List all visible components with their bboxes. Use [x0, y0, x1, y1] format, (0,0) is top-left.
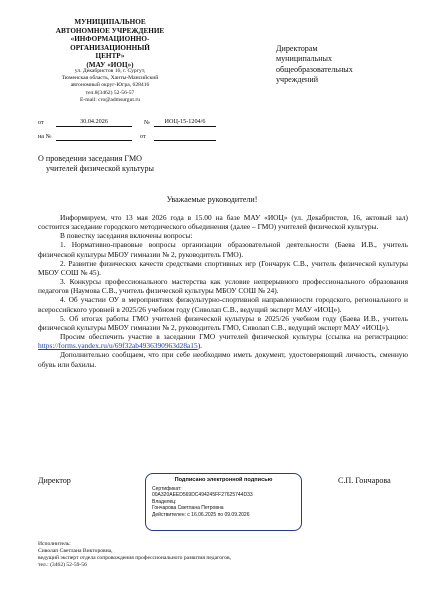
- subject: [38, 154, 238, 175]
- reference-date-label: от: [140, 133, 146, 140]
- org-line: ЦЕНТР»: [95, 52, 125, 61]
- signer-position: Директор: [38, 476, 71, 485]
- owner-name: Гончарова Светлана Петровна: [152, 505, 224, 512]
- agenda-item: 4. Об участии ОУ в мероприятиях физкультурно-спортивной направленности городского, регионального и всероссийского уровней в 2025/26 учебном году (Сиволап С.В., ведущий эксперт МАУ «ИОЦ»).: [38, 295, 408, 314]
- document-number: ИОЦ-15-1204/6: [154, 118, 216, 127]
- recipient: [276, 44, 406, 86]
- address-line: тел.8(3462) 52-56-57: [85, 89, 135, 96]
- agenda-item: 5. Об итогах работы ГМО учителей физической культуры в 2025/26 учебном году (Баева И.В., учитель физической культуры МБОУ гимназии № 2, руководитель ГМО, Сиволап С.В., ведущий эксперт МАУ «ИОЦ»).: [38, 313, 408, 332]
- additional-paragraph: Дополнительно сообщаем, что при себе необходимо иметь документ, удостоверяющий личность, сменную обувь или бахилы.: [38, 350, 408, 369]
- address-line: Тюменская область, Ханты-Мансийский: [61, 75, 159, 82]
- reference-label: на №: [38, 133, 52, 140]
- reference-number: [56, 132, 132, 141]
- registration-text: Просим обеспечить участие в заседании ГМО учителей физической культуры (ссылка на регистрацию:: [60, 332, 408, 342]
- org-name: [40, 18, 180, 70]
- document-date: 30.04.2026: [56, 118, 132, 127]
- intro-paragraph: Информируем, что 13 мая 2026 года в 15.00 на базе МАУ «ИОЦ» (ул. Декабристов, 16, актовый зал) состоится заседание городского методического объединения (далее – ГМО) учителей физической культуры.: [38, 213, 408, 232]
- agenda-item: 2. Развитие физических качеств средствами спортивных игр (Гончарук С.В., учитель физической культуры МБОУ СОШ № 45).: [38, 258, 408, 277]
- address-line: ул. Декабристов 16, г. Сургут,: [74, 68, 146, 74]
- address-line: E-mail: cro@admsurgut.ru: [79, 96, 141, 103]
- subject-line: О проведении заседания ГМО: [38, 154, 142, 163]
- address-line: автономный округ-Югра, 628416: [70, 82, 150, 89]
- recipient-line: Директорам: [276, 44, 318, 53]
- agenda-intro: В повестку заседания включены вопросы:: [60, 231, 193, 241]
- agenda-item: 3. Конкурсы профессионального мастерства как условие непрерывного профессионального образования педагогов (Наумова С.В., учитель физической культуры МБОУ СОШ № 24).: [38, 277, 408, 296]
- org-line: «ИНФОРМАЦИОННО-ОРГАНИЗАЦИОННЫЙ: [70, 35, 150, 52]
- recipient-line: учреждений: [276, 75, 319, 85]
- electronic-signature-stamp: [145, 473, 302, 531]
- registration-paragraph: [38, 332, 408, 350]
- certificate-number: 00A320AEED569DC494245FF27625744D33: [152, 492, 253, 499]
- validity-period: Действителен: с 16.06.2025 по 09.09.2026: [152, 511, 250, 518]
- org-address: [40, 68, 180, 104]
- executor-name: Сиволап Светлана Викторовна,: [38, 548, 113, 554]
- owner-label: Владелец:: [152, 498, 177, 505]
- number-sign: №: [144, 119, 150, 126]
- executor-phone: тел.: (3462) 52-59-56: [38, 562, 87, 568]
- org-line: МУНИЦИПАЛЬНОЕ: [74, 18, 146, 26]
- subject-line: учителей физической культуры: [46, 164, 154, 174]
- signature-details: [152, 486, 301, 518]
- registration-link[interactable]: https://forms.yandex.ru/u/69f32ab4936390963d28a15: [38, 341, 198, 351]
- executor-role: ведущий эксперт отдела сопровождения профессионального развития педагогов,: [38, 555, 232, 561]
- org-line: АВТОНОМНОЕ УЧРЕЖДЕНИЕ: [55, 26, 165, 35]
- certificate-label: Сертификат:: [152, 486, 182, 492]
- signature-stamp-title: Подписано электронной подписью: [174, 477, 273, 483]
- letter-body: [38, 213, 408, 369]
- agenda-item: 1. Нормативно-правовые вопросы организации образовательной деятельности (Баева И.В., учитель физической культуры МБОУ гимназии № 2, руководитель ГМО).: [38, 240, 408, 259]
- registration-suffix: ).: [197, 341, 203, 351]
- executor-block: [38, 541, 338, 569]
- org-line: (МАУ «ИОЦ»): [86, 60, 134, 69]
- signer-name: С.П. Гончарова: [338, 476, 391, 485]
- reference-date: [154, 132, 216, 141]
- salutation: Уважаемые руководители!: [166, 195, 258, 204]
- date-label: от: [38, 119, 44, 126]
- executor-label: Исполнитель:: [38, 541, 71, 547]
- recipient-line: общеобразовательных: [276, 64, 353, 74]
- recipient-line: муниципальных: [276, 54, 333, 64]
